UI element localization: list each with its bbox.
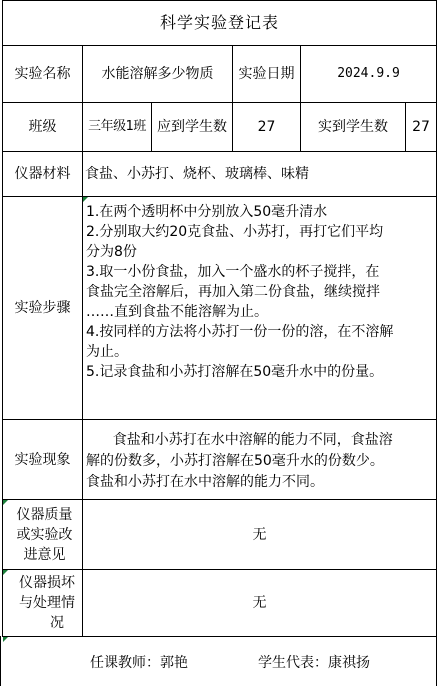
materials-label: 仪器材料 <box>2 151 83 197</box>
step-line: 食盐完全溶解后，再加入第二份食盐，继续搅拌 <box>86 284 380 300</box>
cell-marker-icon <box>3 570 8 575</box>
phenomenon-content <box>82 419 437 500</box>
quality-value: 无 <box>82 499 437 570</box>
step-line: 为止。 <box>86 344 128 360</box>
phenomenon-line: 食盐和小苏打在水中溶解的能力不同。 <box>86 474 324 490</box>
damage-value: 无 <box>82 569 437 637</box>
quality-label <box>2 499 83 570</box>
experiment-date-label: 实验日期 <box>232 45 301 103</box>
step-line: 5.记录食盐和小苏打溶解在50毫升水中的份量。 <box>86 364 384 380</box>
cell-marker-icon <box>3 500 8 505</box>
quality-label-line: 或实验改 <box>16 526 73 543</box>
class-value: 三年级1班 <box>82 102 152 152</box>
step-line: 3.取一小份食盐，加入一个盛水的杯子搅拌，在 <box>86 264 380 280</box>
quality-label-line: 仪器质量 <box>16 506 73 523</box>
phenomenon-line: 解的份数多，小苏打溶解在50毫升水的份数少。 <box>86 453 384 469</box>
experiment-name-label: 实验名称 <box>2 45 83 103</box>
damage-label-line: 况 <box>50 615 64 631</box>
teacher-signature: 任课教师：郭艳 <box>90 655 188 671</box>
phenomenon-label: 实验现象 <box>2 419 83 500</box>
class-label: 班级 <box>2 102 83 152</box>
step-line: 4.按同样的方法将小苏打一份一份的溶，在不溶解 <box>86 324 394 340</box>
phenomenon-line: 食盐和小苏打在水中溶解的能力不同，食盐溶 <box>86 432 393 448</box>
signature-footer <box>0 636 437 686</box>
cell-marker-icon <box>3 637 8 642</box>
damage-label-line: 与处理情 <box>19 595 75 611</box>
damage-label-line: 仪器损坏 <box>19 575 75 591</box>
actual-students-value: 27 <box>405 102 437 152</box>
experiment-date-value: 2024.9.9 <box>300 45 437 103</box>
step-line: 2.分别取大约20克食盐、小苏打，再打它们平均 <box>86 224 384 240</box>
expected-students-label: 应到学生数 <box>151 102 233 152</box>
actual-students-label: 实到学生数 <box>300 102 406 152</box>
cell-marker-icon <box>83 197 88 202</box>
expected-students-value: 27 <box>232 102 301 152</box>
steps-content <box>82 196 437 420</box>
quality-label-line: 进意见 <box>23 546 66 563</box>
experiment-name-value: 水能溶解多少物质 <box>82 45 233 103</box>
step-line: 1.在两个透明杯中分别放入50毫升清水 <box>86 204 328 220</box>
sheet-title: 科学实验登记表 <box>2 0 437 46</box>
step-line: ……直到食盐不能溶解为止。 <box>86 304 268 320</box>
damage-label <box>2 569 83 637</box>
student-representative: 学生代表：康祺扬 <box>258 655 370 671</box>
materials-value: 食盐、小苏打、烧杯、玻璃棒、味精 <box>82 151 437 197</box>
steps-label: 实验步骤 <box>2 196 83 420</box>
step-line: 分为8份 <box>86 244 137 260</box>
